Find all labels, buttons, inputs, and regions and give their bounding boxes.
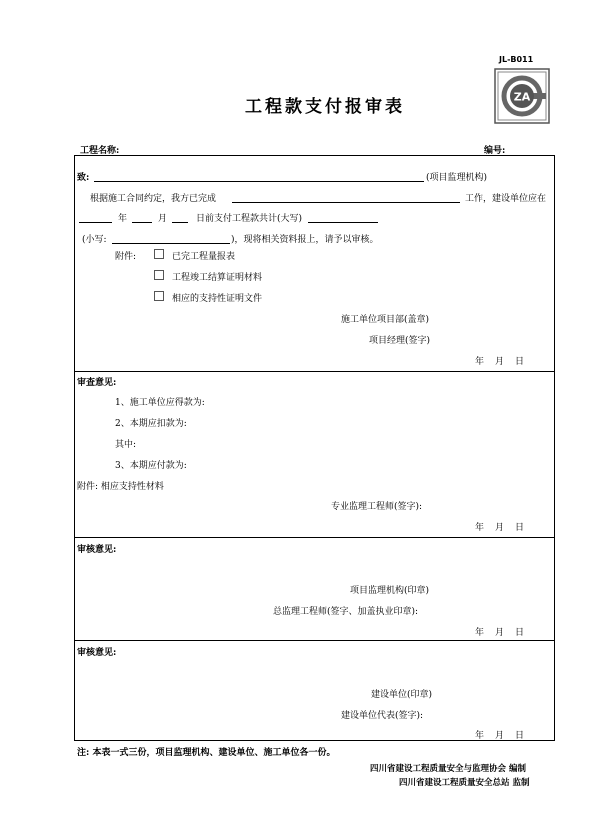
to-label: 致: (77, 173, 90, 183)
section-divider (74, 640, 555, 641)
amount-figures-prefix: (小写: (82, 235, 107, 245)
supervisor-engineer-sign-label: 专业监理工程师(签字): (331, 502, 423, 512)
review-item: 3、本期应付款为: (115, 461, 187, 471)
page-title: 工程款支付报审表 (245, 97, 405, 117)
supervised-by: 四川省建设工程质量安全总站 监制 (399, 778, 530, 788)
review-item: 其中: (115, 440, 137, 450)
form-code: JL-B011 (499, 55, 534, 64)
contractor-seal-label: 施工单位项目部(盖章) (341, 315, 430, 325)
date-month: 月 (495, 628, 505, 638)
date-month: 月 (495, 357, 505, 367)
attachment-checkbox[interactable] (154, 291, 164, 301)
za-logo-icon (494, 68, 550, 124)
attachment-label: 附件: (115, 252, 137, 262)
amount-figures-suffix: )，现将相关资料报上，请予以审核。 (231, 235, 379, 245)
date-month: 月 (495, 731, 505, 741)
section-label: 审核意见: (77, 648, 117, 658)
completed-suffix: 工作，建设单位应在 (465, 194, 547, 204)
supervision-org-seal-label: 项目监理机构(印章) (350, 586, 430, 596)
month-input-line[interactable] (132, 222, 152, 223)
serial-no-label: 编号: (484, 146, 506, 156)
attachment-item: 已完工程量报表 (172, 252, 236, 262)
owner-representative-sign-label: 建设单位代表(签字): (341, 711, 424, 721)
date-day: 日 (515, 357, 525, 367)
amount-words-label: 日前支付工程款共计(大写) (196, 214, 303, 224)
review-item: 2、本期应扣款为: (115, 419, 187, 429)
section-divider (74, 537, 555, 538)
project-manager-sign-label: 项目经理(签字) (369, 336, 431, 346)
review-attachment: 附件: 相应支持性材料 (77, 482, 164, 492)
date-month: 月 (495, 523, 505, 533)
project-name-label: 工程名称: (80, 146, 120, 156)
section-label: 审查意见: (77, 378, 117, 388)
year-input-line[interactable] (79, 222, 112, 223)
chief-supervisor-sign-label: 总监理工程师(签字、加盖执业印章): (273, 607, 419, 617)
completed-prefix: 根据施工合同约定，我方已完成 (90, 194, 217, 204)
date-year: 年 (475, 357, 485, 367)
day-input-line[interactable] (172, 222, 188, 223)
section-label: 审核意见: (77, 545, 117, 555)
attachment-item: 工程竣工结算证明材料 (172, 273, 263, 283)
to-suffix: (项目监理机构) (426, 173, 488, 183)
year-label: 年 (118, 214, 128, 224)
review-item: 1、施工单位应得款为: (115, 398, 205, 408)
work-input-line[interactable] (232, 202, 460, 203)
attachment-item: 相应的支持性证明文件 (172, 294, 263, 304)
attachment-checkbox[interactable] (154, 249, 164, 259)
amount-figures-input-line[interactable] (112, 243, 230, 244)
logo-text: ZA (513, 90, 531, 104)
supervisor-input-line[interactable] (94, 181, 424, 182)
section-divider (74, 371, 555, 372)
compiled-by: 四川省建设工程质量安全与监理协会 编制 (370, 764, 526, 774)
date-year: 年 (475, 628, 485, 638)
attachment-checkbox[interactable] (154, 270, 164, 280)
amount-words-input-line[interactable] (308, 222, 378, 223)
date-day: 日 (515, 523, 525, 533)
date-year: 年 (475, 731, 485, 741)
date-year: 年 (475, 523, 485, 533)
form-note: 注: 本表一式三份，项目监理机构、建设单位、施工单位各一份。 (77, 748, 336, 758)
date-day: 日 (515, 628, 525, 638)
month-label: 月 (158, 214, 168, 224)
date-day: 日 (515, 731, 525, 741)
owner-seal-label: 建设单位(印章) (371, 690, 433, 700)
